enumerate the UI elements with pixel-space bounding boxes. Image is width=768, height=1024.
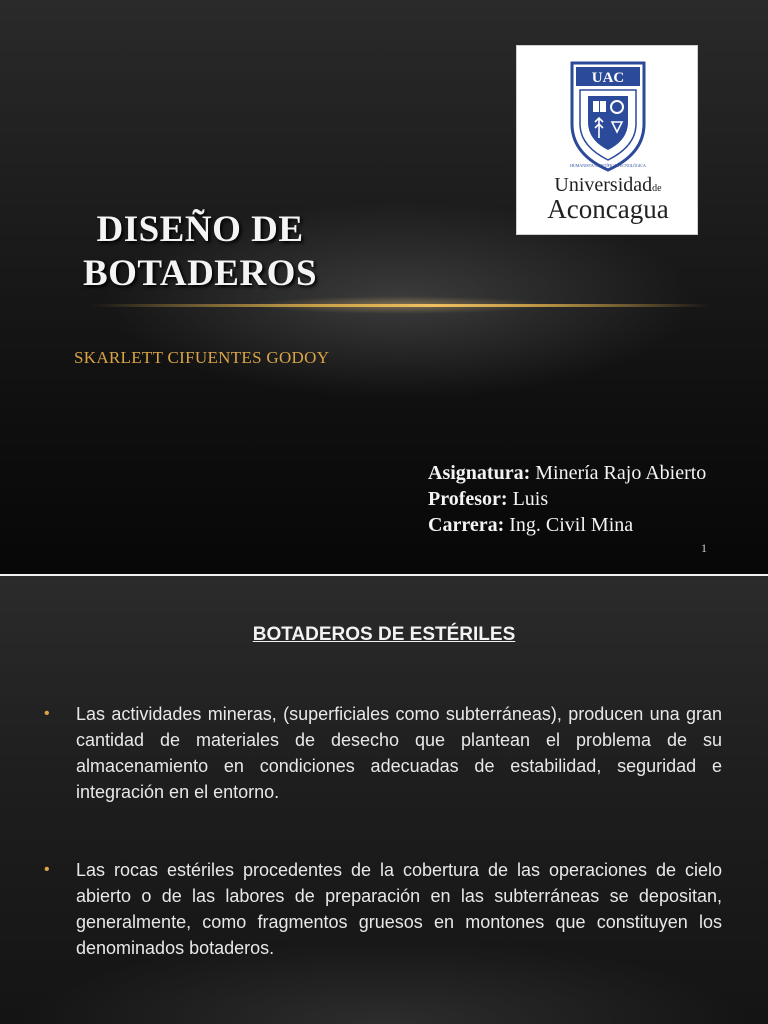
shield-icon (517, 46, 699, 176)
bullet-text: Las actividades mineras, (superficiales como subterráneas), producen una gran cantidad de materiales de desecho que plantean el problema de su almacenamiento en condiciones adecuadas de estabilidad, seguridad e integración en el entorno. (76, 704, 722, 802)
bullet-icon: • (44, 705, 50, 722)
gold-divider (90, 304, 710, 307)
section-title: BOTADEROS DE ESTÉRILES (252, 624, 516, 645)
info-professor (428, 486, 706, 512)
slide-number: 1 (701, 541, 707, 555)
info-career-label: Carrera: (428, 514, 505, 536)
logo-name-line2: Aconcagua (547, 194, 669, 224)
info-professor-label: Profesor: (428, 488, 508, 510)
info-career (428, 512, 706, 538)
info-career-value: Ing. Civil Mina (504, 514, 634, 536)
info-subject-value: Minería Rajo Abierto (530, 462, 707, 484)
author-name: SKARLETT CIFUENTES GODOY (74, 348, 330, 367)
content-slide (0, 576, 768, 1024)
logo-seal-text: HUMANISTA CIENTÍFICA TECNOLÓGICA (570, 163, 646, 168)
info-professor-value: Luis (507, 488, 549, 510)
slide-title-line1: DISEÑO DE (96, 209, 304, 250)
university-logo (516, 45, 698, 235)
logo-acronym: UAC (591, 70, 625, 86)
list-item (44, 701, 722, 805)
bullet-text: Las rocas estériles procedentes de la cobertura de las operaciones de cielo abierto o de las labores de preparación en las subterráneas se depositan, generalmente, como fragmentos gruesos en montones que constituyen los denominados botaderos. (76, 860, 722, 958)
bullet-icon: • (44, 861, 50, 878)
bullet-list (44, 701, 722, 1013)
info-subject-label: Asignatura: (428, 462, 531, 484)
logo-name-de: de (652, 183, 662, 194)
slide-title (70, 208, 330, 296)
list-item (44, 857, 722, 961)
slide-title-line2: BOTADEROS (82, 253, 318, 294)
logo-name-universidad: Universidad (554, 174, 653, 196)
course-info (428, 460, 706, 538)
info-subject (428, 460, 706, 486)
